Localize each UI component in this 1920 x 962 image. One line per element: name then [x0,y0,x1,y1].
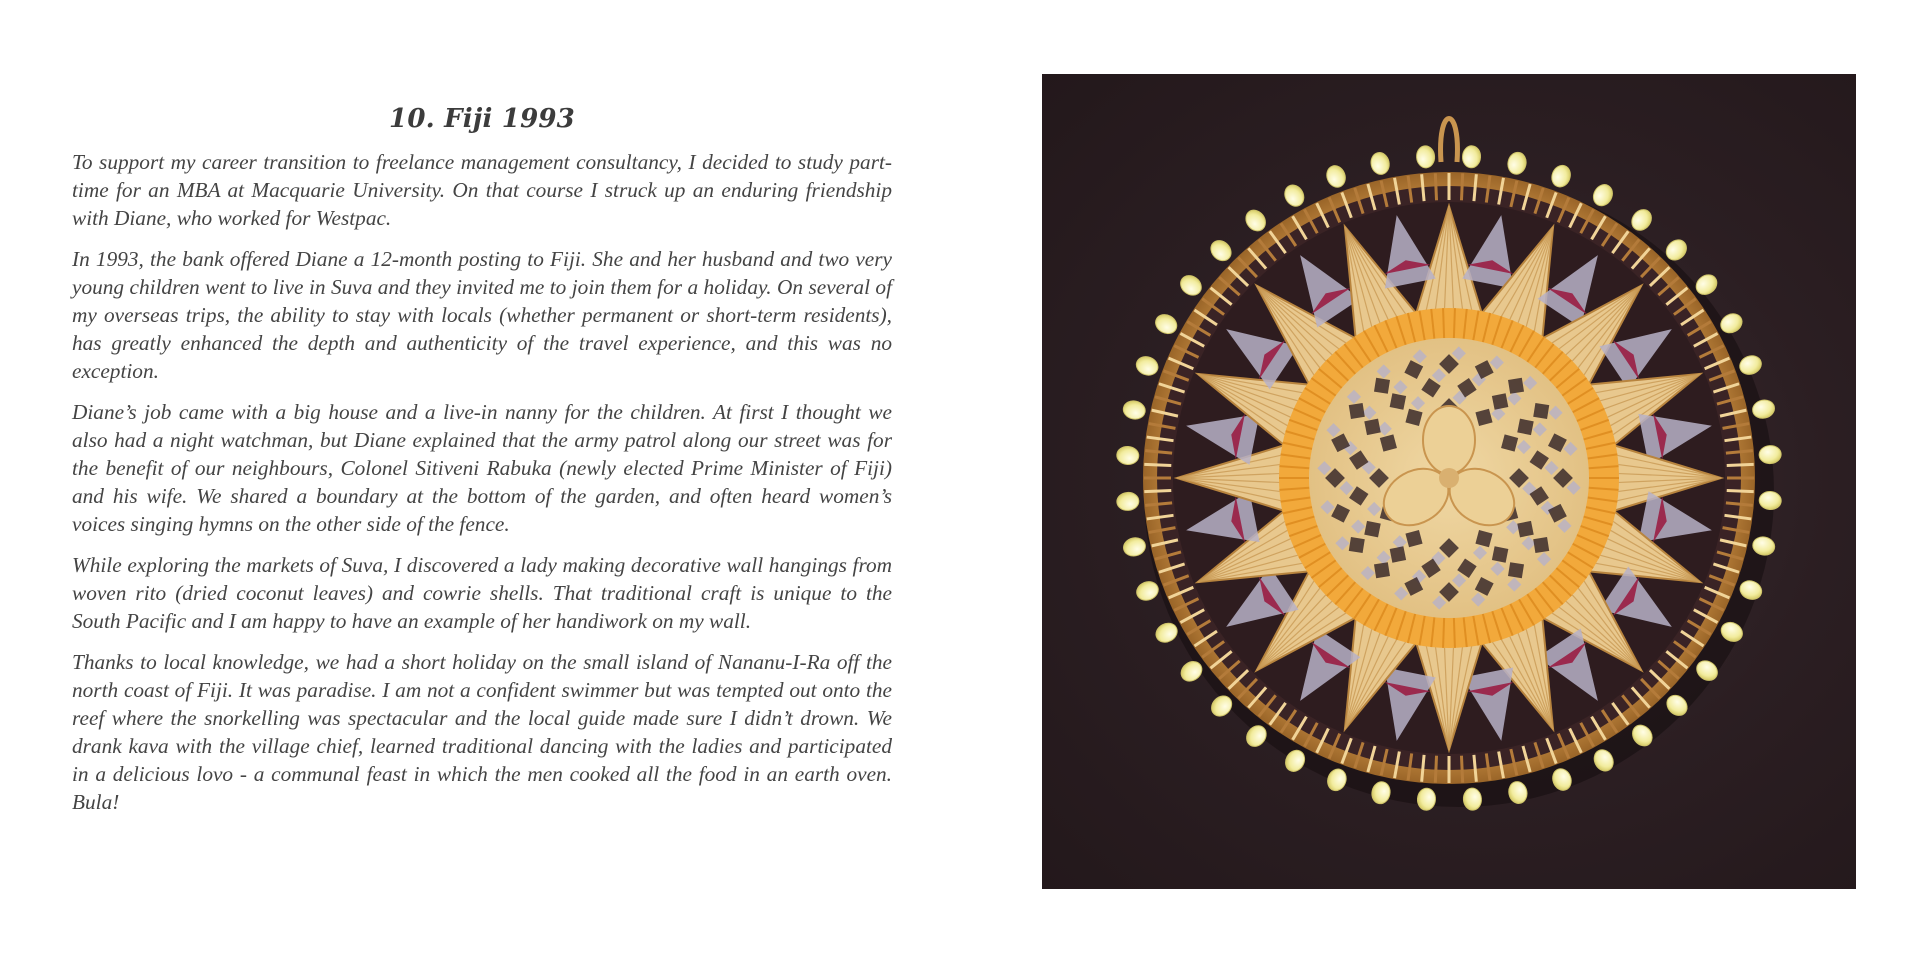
paragraph-suva-markets: While exploring the markets of Suva, I discovered a lady making decorative wall hangings from woven rito (dried coconut leaves) and cowrie shells. That traditional craft is unique to the South Pacific and I am happy to have an example of her handiwork on my wall. [72,553,892,633]
cowrie-shell [1116,492,1139,512]
cowrie-shell [1281,182,1307,210]
paragraph-career-transition: To support my career transition to freelance management consultancy, I decided to study part-time for an MBA at Macquarie University. On that course I struck up an enduring friendship with Diane, who worked for Westpac. [72,150,892,230]
weave-checker [1349,403,1365,419]
cowrie-shell [1369,151,1391,176]
rim-stripe [1727,464,1754,465]
band-stripe [1443,308,1444,338]
paragraph-nananu-i-ra: Thanks to local knowledge, we had a short holiday on the small island of Nananu-I-Ra off the north coast of Fiji. It was paradise. I am not a confident swimmer but was tempted out onto the reef where the snorkelling was spectacular and the local guide made sure I didn’t drown. We drank kava with the village chief, learned traditional dancing with the ladies and participated in a delicious lovo - a communal feast in which the men cooked all the food in an earth oven. Bula! [72,650,892,814]
cowrie-shell [1207,236,1235,264]
rim-stripe [1435,756,1436,783]
band-stripe [1454,618,1455,648]
weave-checker [1374,378,1390,394]
cowrie-shell [1324,163,1349,190]
rim-stripe [1144,490,1171,491]
paragraph-house-and-neighbours: Diane’s job came with a big house and a live-in nanny for the children. At first I thought we also had a night watchman, but Diane explained that the army patrol along our street was for the benefit of our neighbours, Colonel Sitiveni Rabuka (newly elected Prime Minister of Fiji) and his wife. We shared a boundary at the bottom of the garden, and often heard women’s voices singing hymns on the other side of the fence. [72,400,892,536]
weave-checker [1533,403,1549,419]
cowrie-shell [1506,151,1528,176]
cowrie-shell [1590,181,1616,209]
paragraph-fiji-posting: In 1993, the bank offered Diane a 12-month posting to Fiji. She and her husband and two very young children went to live in Suva and they invited me to join them for a holiday. On several of my overseas trips, the ability to stay with locals (whether permanent or short-term residents), has greatly enhanced the depth and authenticity of the travel experience, and this was no exception. [72,247,892,383]
band-stripe [1443,618,1444,648]
wall-hanging-photo [1042,74,1856,889]
cowrie-shell [1462,145,1481,168]
rim-stripe [1144,464,1171,465]
weave-checker [1533,537,1549,553]
hanging-loop [1441,119,1458,163]
rim-stripe [1461,756,1462,783]
text-column [72,104,892,829]
weave-checker [1390,546,1406,562]
rim-stripe [1727,490,1754,491]
cowrie-shell [1549,163,1574,190]
wall-hanging [1116,119,1782,811]
cowrie-shell [1134,579,1161,604]
cowrie-shell [1416,145,1436,168]
weave-checker [1492,546,1508,562]
rim-stripe [1461,173,1462,200]
weave-checker [1374,562,1390,578]
weave-checker [1517,419,1533,435]
weave-checker [1390,393,1406,409]
center-knot [1439,468,1459,488]
cowrie-shell [1122,536,1147,558]
center-petal [1423,406,1475,474]
weave-checker [1492,393,1508,409]
cowrie-shell [1134,354,1161,379]
cowrie-shell [1152,311,1180,337]
weave-checker [1508,562,1524,578]
cowrie-shell [1242,206,1270,234]
band-stripe [1454,308,1455,338]
weave-checker [1508,378,1524,394]
woven-wall-hanging-illustration [1042,74,1856,889]
cowrie-shell [1116,446,1139,465]
weave-checker [1349,537,1365,553]
cowrie-shell [1177,272,1205,300]
rim-stripe [1435,173,1436,200]
chapter-title: 10. Fiji 1993 [389,104,575,134]
weave-checker [1364,521,1380,537]
weave-checker [1364,419,1380,435]
cowrie-shell [1122,399,1147,421]
weave-checker [1517,521,1533,537]
